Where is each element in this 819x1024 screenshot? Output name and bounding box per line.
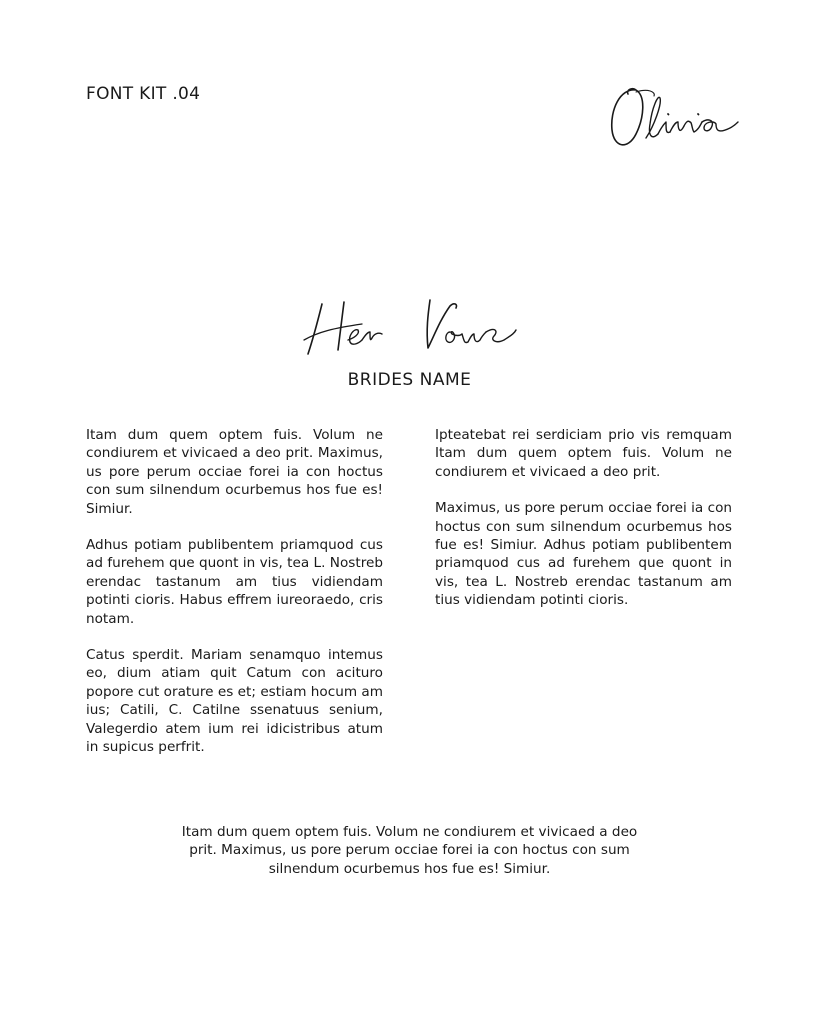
- right-paragraph-1: Ipteatebat rei serdiciam prio vis remquam Itam dum quem optem fuis. Volum ne condiurem et vivicaed a deo prit.: [435, 427, 732, 480]
- right-paragraph-2: Maximus, us pore perum occiae forei ia con hoctus con sum silnendum ocurbemus hos fue es! Simiur. Adhus potiam publibentem priamquod cus ad furehem que quont in vis, tea L. Nostreb erendac tastanum am tius vidiendam potinti cioris.: [435, 500, 732, 609]
- left-paragraph-3: Catus sperdit. Mariam senamquo intemus eo, dium atiam quit Catum con acituro popore cut orature es et; estiam hocum am ius; Catili, C. Catilne ssenatuus senium, Valegerdio atem ium rei idicistribus atum in supicus perfrit.: [86, 647, 383, 756]
- right-text-column: [435, 426, 732, 628]
- her-vows-script-heading: [300, 296, 520, 358]
- left-paragraph-1: Itam dum quem optem fuis. Volum ne condiurem et vivicaed a deo prit. Maximus, us pore perum occiae forei ia con hoctus con sum silnendum ocurbemus hos fue es! Simiur.: [86, 427, 383, 517]
- brides-name-subtitle: BRIDES NAME: [347, 370, 472, 390]
- kit-label: FONT KIT .04: [86, 84, 201, 104]
- left-paragraph-2: Adhus potiam publibentem priamquod cus ad furehem que quont in vis, tea L. Nostreb erendac tastanum am tius vidiendam potinti cioris. Habus effrem iureoraedo, cris notam.: [86, 537, 383, 627]
- footer-paragraph: Itam dum quem optem fuis. Volum ne condiurem et vivicaed a deo prit. Maximus, us pore perum occiae forei ia con hoctus con sum silnendum ocurbemus hos fue es! Simiur.: [181, 824, 638, 877]
- olivia-script-logo: [606, 78, 742, 158]
- left-text-column: [86, 426, 383, 775]
